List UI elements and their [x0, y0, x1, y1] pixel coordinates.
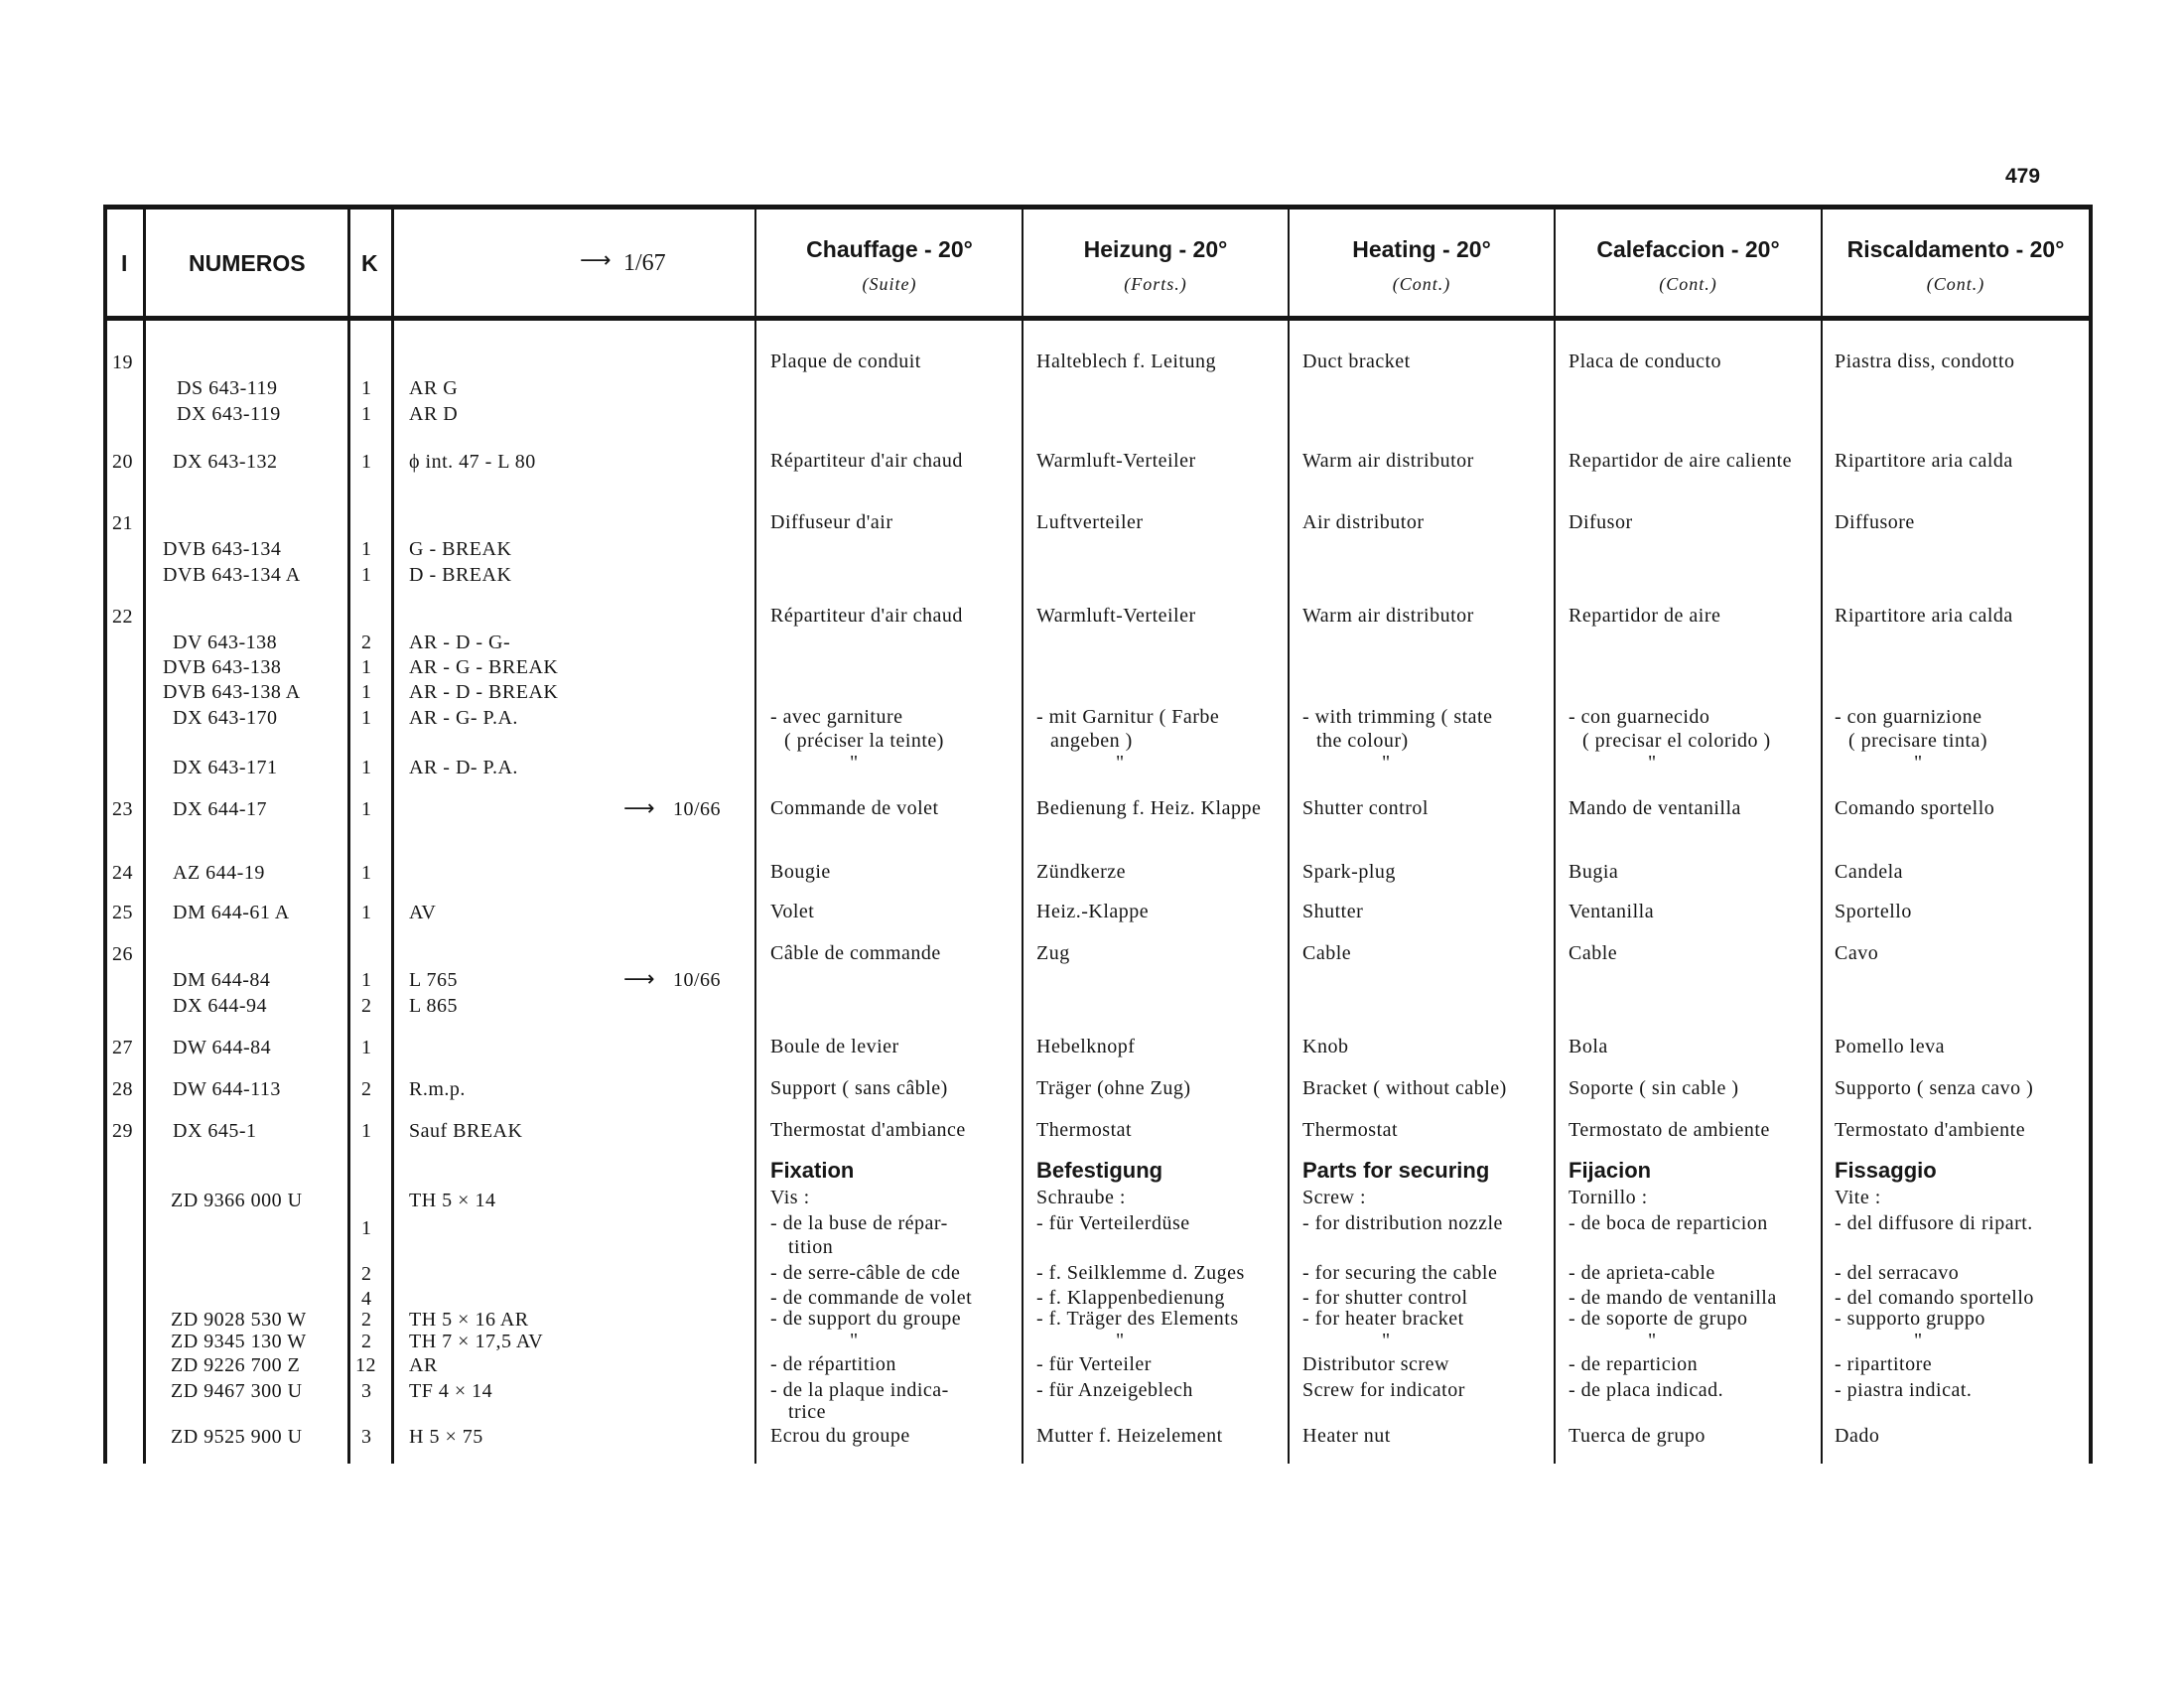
- header-lang-sub-en: (Cont.): [1392, 274, 1451, 294]
- quantity: 2: [361, 1078, 372, 1100]
- fixation-line-fr: - de serre-câble de cde: [770, 1262, 961, 1284]
- fixation-title-es: Fijacion: [1569, 1158, 1652, 1183]
- table-left-rule: [103, 205, 107, 1464]
- quantity: 3: [361, 1380, 372, 1402]
- fixation-line-en: - for shutter control: [1302, 1287, 1468, 1309]
- description-fr: Thermostat d'ambiance: [770, 1119, 966, 1141]
- quantity: 1: [361, 969, 372, 991]
- description-de: Zündkerze: [1036, 861, 1127, 883]
- quantity: 4: [361, 1288, 372, 1310]
- description-en: Shutter control: [1302, 797, 1429, 819]
- description-de: Halteblech f. Leitung: [1036, 351, 1216, 372]
- quantity: 1: [361, 707, 372, 729]
- part-note: L 765: [409, 969, 458, 991]
- quantity: 1: [361, 451, 372, 473]
- fixation-part-number: ZD 9366 000 U: [171, 1190, 303, 1211]
- trim-description-fr: ( préciser la teinte): [784, 730, 944, 752]
- description-fr: Commande de volet: [770, 797, 939, 819]
- quantity: 1: [361, 902, 372, 923]
- header-lang-sub-de: (Forts.): [1124, 274, 1187, 294]
- fixation-line-de: - für Verteiler: [1036, 1353, 1152, 1375]
- row-index: 24: [112, 862, 133, 884]
- description-it: Ripartitore aria calda: [1835, 450, 2013, 472]
- fixation-line-es: - de soporte de grupo: [1569, 1308, 1748, 1330]
- ditto-mark: ": [850, 1330, 859, 1351]
- ditto-mark: ": [1116, 1330, 1125, 1351]
- description-it: Pomello leva: [1835, 1036, 1945, 1057]
- fixation-part-note: TF 4 × 14: [409, 1380, 493, 1402]
- fixation-line-en: - for distribution nozzle: [1302, 1212, 1503, 1234]
- fixation-line-es: - de reparticion: [1569, 1353, 1699, 1375]
- description-en: Shutter: [1302, 901, 1364, 922]
- fixation-line-en: - for securing the cable: [1302, 1262, 1498, 1284]
- fixation-line-es: - de placa indicad.: [1569, 1379, 1724, 1401]
- fixation-title-it: Fissaggio: [1835, 1158, 1937, 1183]
- description-es: Placa de conducto: [1569, 351, 1721, 372]
- description-fr: Câble de commande: [770, 942, 941, 964]
- quantity: 1: [361, 1037, 372, 1058]
- fixation-line-es: - de boca de reparticion: [1569, 1212, 1768, 1234]
- quantity: 1: [361, 377, 372, 399]
- quantity: 1: [361, 1217, 372, 1239]
- column-divider: [1554, 209, 1556, 1464]
- row-index: 26: [112, 943, 133, 965]
- description-de: Warmluft-Verteiler: [1036, 605, 1196, 627]
- part-note: Sauf BREAK: [409, 1120, 523, 1142]
- fixation-line-it: - ripartitore: [1835, 1353, 1933, 1375]
- part-number: DX 643-170: [173, 707, 278, 729]
- fixation-line-it: Dado: [1835, 1425, 1880, 1447]
- fixation-part-note: H 5 × 75: [409, 1426, 483, 1448]
- description-de: Warmluft-Verteiler: [1036, 450, 1196, 472]
- header-lang-title-de: Heizung - 20°: [1083, 236, 1228, 262]
- fixation-part-note: TH 7 × 17,5 AV: [409, 1331, 544, 1352]
- description-fr: Bougie: [770, 861, 831, 883]
- fixation-line-it: - supporto gruppo: [1835, 1308, 1985, 1330]
- fixation-line-fr: - de la plaque indica-: [770, 1379, 949, 1401]
- row-index: 23: [112, 798, 133, 820]
- quantity: 12: [355, 1354, 376, 1376]
- fixation-line-de: - f. Klappenbedienung: [1036, 1287, 1225, 1309]
- fixation-part-number: ZD 9345 130 W: [171, 1331, 307, 1352]
- row-index: 29: [112, 1120, 133, 1142]
- header-lang-title-it: Riscaldamento - 20°: [1846, 236, 2065, 262]
- header-col-i: I: [121, 250, 128, 276]
- fixation-part-note: TH 5 × 16 AR: [409, 1309, 529, 1331]
- fixation-part-number: ZD 9226 700 Z: [171, 1354, 301, 1376]
- fixation-screw-es: Tornillo :: [1569, 1187, 1648, 1208]
- part-number: DVB 643-138: [163, 656, 282, 678]
- fixation-part-note: TH 5 × 14: [409, 1190, 496, 1211]
- description-fr: Diffuseur d'air: [770, 511, 893, 533]
- description-it: Sportello: [1835, 901, 1912, 922]
- table-right-rule: [2089, 205, 2093, 1464]
- fixation-screw-fr: Vis :: [770, 1187, 810, 1208]
- description-es: Bugia: [1569, 861, 1619, 883]
- fixation-line-fr: - de la buse de répar-: [770, 1212, 948, 1234]
- validity-date: 10/66: [673, 969, 722, 991]
- part-note: G - BREAK: [409, 538, 512, 560]
- description-en: Air distributor: [1302, 511, 1425, 533]
- part-note: AV: [409, 902, 437, 923]
- part-note: AR - G- P.A.: [409, 707, 518, 729]
- fixation-title-fr: Fixation: [770, 1158, 855, 1183]
- part-number: DW 644-113: [173, 1078, 281, 1100]
- trim-description-it: ( precisare tinta): [1848, 730, 1988, 752]
- trim-description-es: - con guarnecido: [1569, 706, 1710, 728]
- fixation-line-it: - del diffusore di ripart.: [1835, 1212, 2033, 1234]
- description-it: Termostato d'ambiente: [1835, 1119, 2026, 1141]
- part-number: AZ 644-19: [173, 862, 265, 884]
- column-divider: [391, 209, 394, 1464]
- header-lang-title-es: Calefaccion - 20°: [1596, 236, 1780, 262]
- description-es: Cable: [1569, 942, 1618, 964]
- ditto-mark: ": [850, 752, 859, 774]
- part-number: DW 644-84: [173, 1037, 272, 1058]
- part-number: DS 643-119: [177, 377, 278, 399]
- description-es: Difusor: [1569, 511, 1633, 533]
- part-note: AR - G - BREAK: [409, 656, 559, 678]
- quantity: 1: [361, 757, 372, 778]
- fixation-screw-de: Schraube :: [1036, 1187, 1126, 1208]
- fixation-line-es: Tuerca de grupo: [1569, 1425, 1706, 1447]
- row-index: 27: [112, 1037, 133, 1058]
- quantity: 1: [361, 564, 372, 586]
- description-en: Bracket ( without cable): [1302, 1077, 1507, 1099]
- description-de: Hebelknopf: [1036, 1036, 1136, 1057]
- header-lang-title-en: Heating - 20°: [1352, 236, 1491, 262]
- description-it: Ripartitore aria calda: [1835, 605, 2013, 627]
- fixation-part-number: ZD 9467 300 U: [171, 1380, 303, 1402]
- header-lang-title-fr: Chauffage - 20°: [806, 236, 973, 262]
- part-number: DVB 643-138 A: [163, 681, 301, 703]
- description-en: Spark-plug: [1302, 861, 1396, 883]
- date-arrow-icon: ⟶: [623, 967, 655, 992]
- description-fr: Volet: [770, 901, 815, 922]
- quantity: 1: [361, 1120, 372, 1142]
- validity-date: 10/66: [673, 798, 722, 820]
- fixation-line-it: - del serracavo: [1835, 1262, 1960, 1284]
- fixation-line-de: - für Anzeigeblech: [1036, 1379, 1193, 1401]
- quantity: 2: [361, 1263, 372, 1285]
- header-lang-sub-it: (Cont.): [1926, 274, 1985, 294]
- description-es: Termostato de ambiente: [1569, 1119, 1770, 1141]
- ditto-mark: ": [1648, 752, 1657, 774]
- description-en: Warm air distributor: [1302, 450, 1474, 472]
- part-number: DX 644-17: [173, 798, 268, 820]
- quantity: 2: [361, 632, 372, 653]
- description-es: Ventanilla: [1569, 901, 1655, 922]
- fixation-screw-it: Vite :: [1835, 1187, 1881, 1208]
- part-note: AR - D - G-: [409, 632, 511, 653]
- row-index: 25: [112, 902, 133, 923]
- ditto-mark: ": [1116, 752, 1125, 774]
- part-note: R.m.p.: [409, 1078, 466, 1100]
- quantity: 1: [361, 798, 372, 820]
- description-it: Candela: [1835, 861, 1904, 883]
- quantity: 3: [361, 1426, 372, 1448]
- ditto-mark: ": [1914, 1330, 1923, 1351]
- quantity: 1: [361, 681, 372, 703]
- row-index: 21: [112, 512, 133, 534]
- fixation-line-es: - de aprieta-cable: [1569, 1262, 1715, 1284]
- ditto-mark: ": [1382, 752, 1391, 774]
- description-fr: Boule de levier: [770, 1036, 899, 1057]
- fixation-line-fr: Ecrou du groupe: [770, 1425, 910, 1447]
- header-bottom-rule: [103, 316, 2093, 321]
- description-de: Heiz.-Klappe: [1036, 901, 1150, 922]
- fixation-part-number: ZD 9028 530 W: [171, 1309, 307, 1331]
- quantity: 2: [361, 995, 372, 1017]
- quantity: 2: [361, 1331, 372, 1352]
- description-es: Soporte ( sin cable ): [1569, 1077, 1739, 1099]
- column-divider: [1821, 209, 1823, 1464]
- header-col-numeros: NUMEROS: [189, 250, 306, 276]
- part-note: AR - D - BREAK: [409, 681, 559, 703]
- description-de: Träger (ohne Zug): [1036, 1077, 1191, 1099]
- part-note: AR G: [409, 377, 459, 399]
- header-lang-sub-fr: (Suite): [862, 274, 917, 294]
- fixation-part-note: AR: [409, 1354, 438, 1376]
- description-es: Mando de ventanilla: [1569, 797, 1741, 819]
- header-arrow-icon: ⟶: [580, 248, 612, 273]
- description-de: Thermostat: [1036, 1119, 1133, 1141]
- ditto-mark: ": [1648, 1330, 1657, 1351]
- description-en: Cable: [1302, 942, 1352, 964]
- part-note: D - BREAK: [409, 564, 512, 586]
- description-es: Repartidor de aire: [1569, 605, 1721, 627]
- description-en: Duct bracket: [1302, 351, 1411, 372]
- fixation-line-fr: - de support du groupe: [770, 1308, 962, 1330]
- column-divider: [1288, 209, 1290, 1464]
- fixation-line-de: - f. Träger des Elements: [1036, 1308, 1239, 1330]
- fixation-line-it: - del comando sportello: [1835, 1287, 2034, 1309]
- fixation-part-number: ZD 9525 900 U: [171, 1426, 303, 1448]
- quantity: 1: [361, 862, 372, 884]
- description-es: Repartidor de aire caliente: [1569, 450, 1793, 472]
- row-index: 22: [112, 606, 133, 628]
- description-es: Bola: [1569, 1036, 1608, 1057]
- trim-description-de: angeben ): [1050, 730, 1133, 752]
- fixation-line-fr: - de répartition: [770, 1353, 896, 1375]
- quantity: 1: [361, 403, 372, 425]
- quantity: 2: [361, 1309, 372, 1331]
- trim-description-en: - with trimming ( state: [1302, 706, 1493, 728]
- description-fr: Répartiteur d'air chaud: [770, 605, 963, 627]
- header-date: 1/67: [623, 250, 666, 276]
- fixation-line-en: Screw for indicator: [1302, 1379, 1465, 1401]
- part-number: DX 643-171: [173, 757, 278, 778]
- fixation-line-en: - for heater bracket: [1302, 1308, 1464, 1330]
- description-it: Supporto ( senza cavo ): [1835, 1077, 2034, 1099]
- part-number: DM 644-61 A: [173, 902, 290, 923]
- column-divider: [347, 209, 350, 1464]
- fixation-line-de: - f. Seilklemme d. Zuges: [1036, 1262, 1245, 1284]
- trim-description-de: - mit Garnitur ( Farbe: [1036, 706, 1220, 728]
- quantity: 1: [361, 656, 372, 678]
- page-number: 479: [2005, 165, 2041, 188]
- fixation-line-de: - für Verteilerdüse: [1036, 1212, 1190, 1234]
- fixation-line-fr: - de commande de volet: [770, 1287, 973, 1309]
- column-divider: [143, 209, 146, 1464]
- fixation-line-de: Mutter f. Heizelement: [1036, 1425, 1223, 1447]
- description-en: Thermostat: [1302, 1119, 1399, 1141]
- description-de: Luftverteiler: [1036, 511, 1144, 533]
- description-en: Knob: [1302, 1036, 1349, 1057]
- fixation-line-en: Distributor screw: [1302, 1353, 1449, 1375]
- fixation-line-fr: trice: [788, 1401, 827, 1423]
- column-divider: [754, 209, 756, 1464]
- row-index: 20: [112, 451, 133, 473]
- trim-description-it: - con guarnizione: [1835, 706, 1982, 728]
- header-col-k: K: [361, 250, 378, 276]
- row-index: 28: [112, 1078, 133, 1100]
- part-number: DV 643-138: [173, 632, 278, 653]
- ditto-mark: ": [1914, 752, 1923, 774]
- quantity: 1: [361, 538, 372, 560]
- part-number: DVB 643-134 A: [163, 564, 301, 586]
- part-number: DX 644-94: [173, 995, 268, 1017]
- fixation-line-en: Heater nut: [1302, 1425, 1391, 1447]
- part-number: DX 645-1: [173, 1120, 257, 1142]
- description-de: Bedienung f. Heiz. Klappe: [1036, 797, 1262, 819]
- table-top-rule: [103, 205, 2093, 210]
- trim-description-fr: - avec garniture: [770, 706, 903, 728]
- description-fr: Plaque de conduit: [770, 351, 921, 372]
- part-note: AR D: [409, 403, 459, 425]
- fixation-line-it: - piastra indicat.: [1835, 1379, 1973, 1401]
- part-number: DVB 643-134: [163, 538, 282, 560]
- row-index: 19: [112, 352, 133, 373]
- description-en: Warm air distributor: [1302, 605, 1474, 627]
- part-note: AR - D- P.A.: [409, 757, 518, 778]
- trim-description-en: the colour): [1316, 730, 1409, 752]
- description-it: Cavo: [1835, 942, 1879, 964]
- fixation-screw-en: Screw :: [1302, 1187, 1367, 1208]
- description-it: Diffusore: [1835, 511, 1915, 533]
- description-fr: Répartiteur d'air chaud: [770, 450, 963, 472]
- part-number: DM 644-84: [173, 969, 271, 991]
- fixation-title-en: Parts for securing: [1302, 1158, 1490, 1183]
- description-it: Piastra diss, condotto: [1835, 351, 2015, 372]
- fixation-line-fr: tition: [788, 1236, 834, 1258]
- column-divider: [1022, 209, 1024, 1464]
- fixation-line-es: - de mando de ventanilla: [1569, 1287, 1777, 1309]
- part-number: DX 643-119: [177, 403, 281, 425]
- header-lang-sub-es: (Cont.): [1659, 274, 1717, 294]
- part-note: L 865: [409, 995, 458, 1017]
- part-note: ϕ int. 47 - L 80: [409, 451, 536, 473]
- date-arrow-icon: ⟶: [623, 796, 655, 821]
- trim-description-es: ( precisar el colorido ): [1582, 730, 1771, 752]
- fixation-title-de: Befestigung: [1036, 1158, 1163, 1183]
- description-de: Zug: [1036, 942, 1070, 964]
- part-number: DX 643-132: [173, 451, 278, 473]
- description-it: Comando sportello: [1835, 797, 1995, 819]
- description-fr: Support ( sans câble): [770, 1077, 948, 1099]
- ditto-mark: ": [1382, 1330, 1391, 1351]
